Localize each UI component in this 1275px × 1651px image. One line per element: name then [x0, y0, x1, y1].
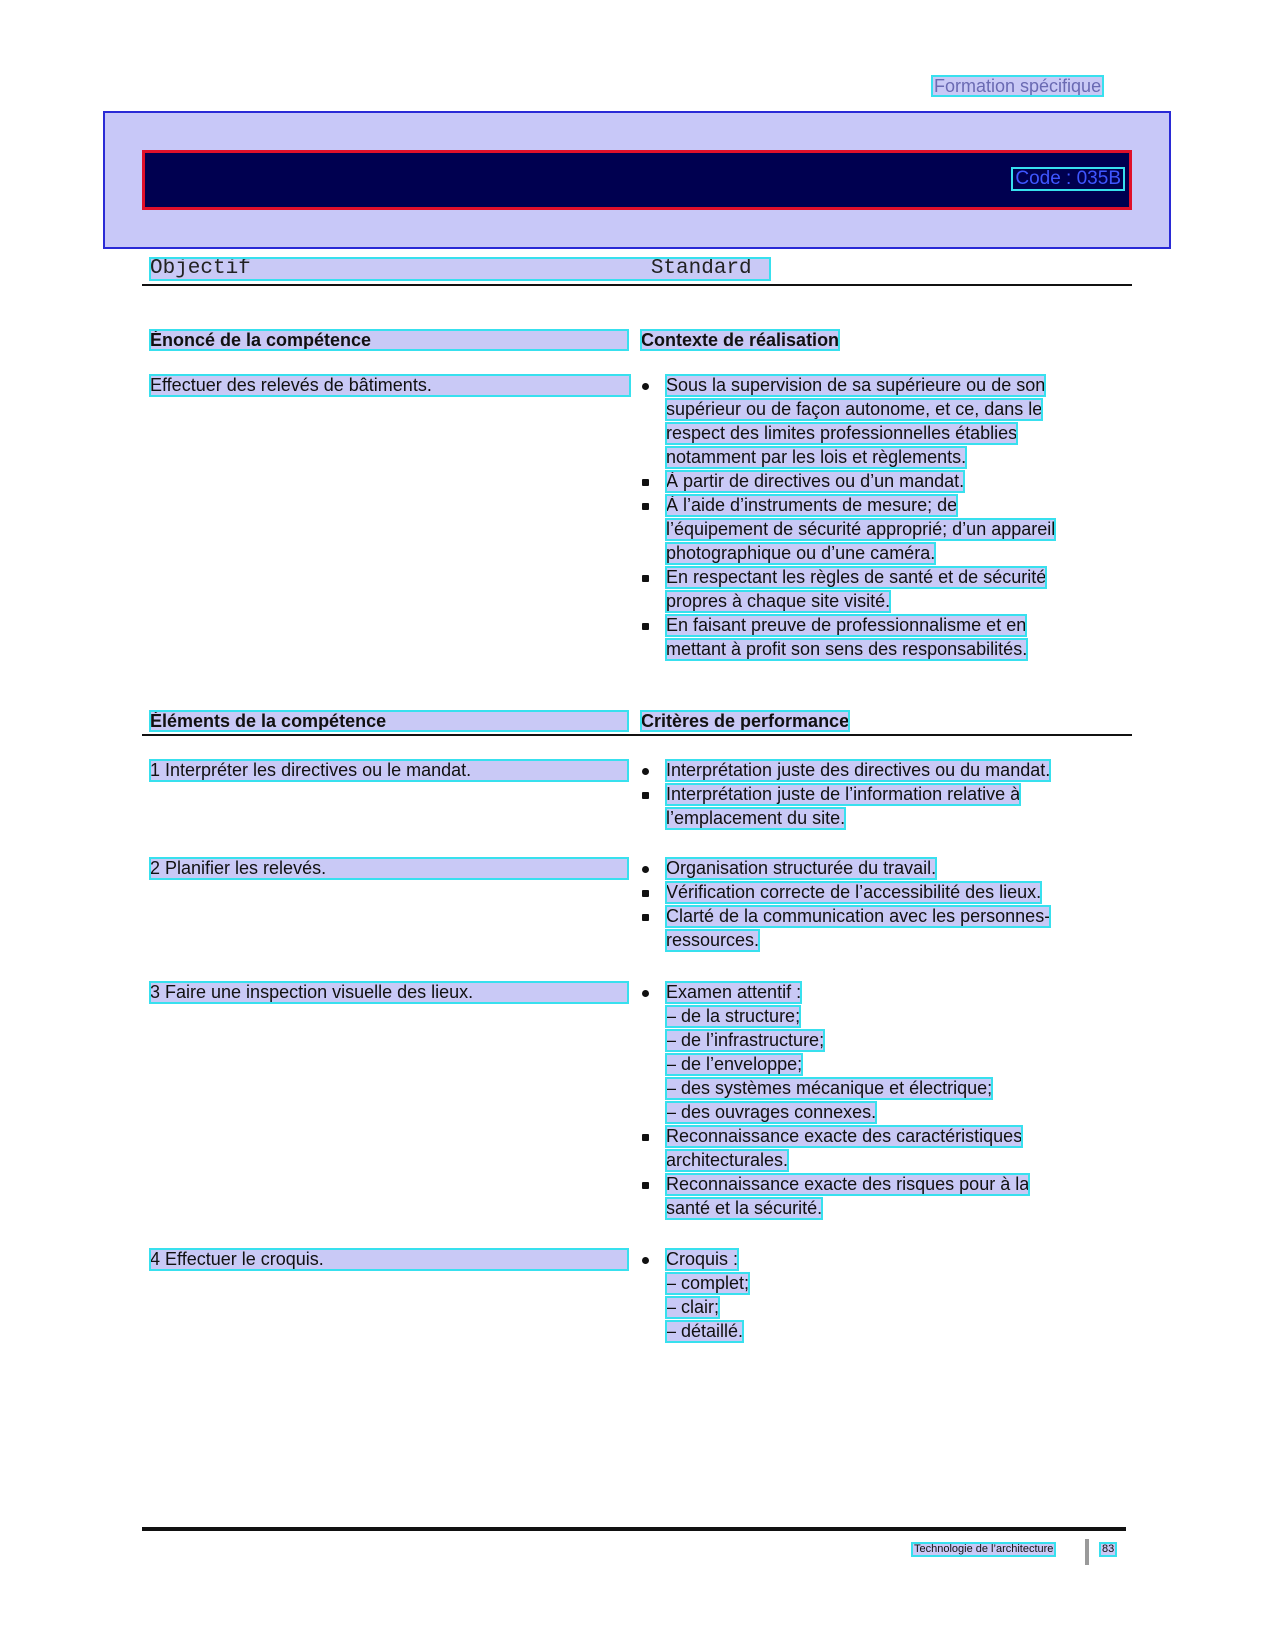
bullet-icon — [642, 792, 649, 799]
criteria-item: Interprétation juste des directives ou du mandat. — [640, 760, 1140, 781]
footer-separator — [1085, 1539, 1089, 1565]
objective-standard-row — [150, 258, 770, 280]
bullet-icon — [642, 890, 649, 897]
bullet-icon — [642, 768, 649, 775]
criteria-item: Reconnaissance exacte des risques pour à la santé et la sécurité. — [640, 1174, 1140, 1219]
criteria-item: Croquis : – complet; – clair; – détaillé. — [640, 1249, 1140, 1342]
bullet-icon — [642, 575, 649, 582]
criteria-item: Vérification correcte de l’accessibilité des lieux. — [640, 882, 1140, 903]
element-item: 1 Interpréter les directives ou le mandat. — [150, 760, 628, 781]
bullet-icon — [642, 623, 649, 630]
elements-heading: Éléments de la compétence — [150, 711, 628, 731]
element-item: 3 Faire une inspection visuelle des lieux. — [150, 982, 628, 1003]
contexte-item: En respectant les règles de santé et de sécurité propres à chaque site visité. — [640, 567, 1140, 612]
enonce-heading: Énoncé de la compétence — [150, 330, 628, 350]
standard-label: Standard — [650, 257, 752, 280]
contexte-item: Sous la supervision de sa supérieure ou de son supérieur ou de façon autonome, et ce, dans le respect des limites professionnelles établies notamment par les lois et règlements. — [640, 375, 1140, 468]
contexte-item: À partir de directives ou d’un mandat. — [640, 471, 1140, 492]
bullet-icon — [642, 503, 649, 510]
criteria-item: Clarté de la communication avec les personnes- ressources. — [640, 906, 1140, 951]
enonce-text: Effectuer des relevés de bâtiments. — [150, 375, 630, 396]
contexte-heading: Contexte de réalisation — [641, 330, 840, 350]
competency-code: Code : 035B — [1015, 168, 1121, 189]
criteria-sublist: – complet; – clair; – détaillé. — [666, 1273, 750, 1341]
criteria-list — [640, 982, 1140, 1222]
criteria-item: Examen attentif : – de la structure; – de l’infrastructure; – de l’enveloppe; – des systèmes mécanique et électrique; – des ouvrages connexes. — [640, 982, 1140, 1123]
footer-program: Technologie de l’architecture — [914, 1543, 1054, 1555]
bullet-icon — [642, 866, 649, 873]
bullet-icon — [642, 383, 649, 390]
divider — [142, 284, 1132, 286]
bullet-icon — [642, 1134, 649, 1141]
objectif-label: Objectif — [150, 257, 251, 280]
element-item: 4 Effectuer le croquis. — [150, 1249, 628, 1270]
criteria-sublist: – de la structure; – de l’infrastructure; – de l’enveloppe; – des systèmes mécanique et électrique; – des ouvrages connexes. — [666, 1006, 993, 1122]
contexte-item: En faisant preuve de professionnalisme et en mettant à profit son sens des responsabilités. — [640, 615, 1140, 660]
bullet-icon — [642, 990, 649, 997]
criteria-item: Reconnaissance exacte des caractéristiques architecturales. — [640, 1126, 1140, 1171]
contexte-item: À l’aide d’instruments de mesure; de l’équipement de sécurité approprié; d’un appareil photographique ou d’une caméra. — [640, 495, 1140, 564]
contexte-list — [640, 375, 1140, 663]
element-item: 2 Planifier les relevés. — [150, 858, 628, 879]
title-bar — [142, 150, 1132, 210]
footer-divider — [142, 1527, 1126, 1531]
criteria-item: Interprétation juste de l’information relative à l’emplacement du site. — [640, 784, 1140, 829]
divider — [142, 734, 1132, 736]
criteria-item: Organisation structurée du travail. — [640, 858, 1140, 879]
criteres-heading: Critères de performance — [641, 711, 850, 731]
page-number: 83 — [1102, 1543, 1115, 1555]
bullet-icon — [642, 1257, 649, 1264]
bullet-icon — [642, 1182, 649, 1189]
section-label: Formation spécifique — [934, 76, 1102, 96]
criteria-list — [640, 858, 1140, 954]
bullet-icon — [642, 479, 649, 486]
criteria-list — [640, 1249, 1140, 1345]
bullet-icon — [642, 914, 649, 921]
criteria-list — [640, 760, 1140, 832]
